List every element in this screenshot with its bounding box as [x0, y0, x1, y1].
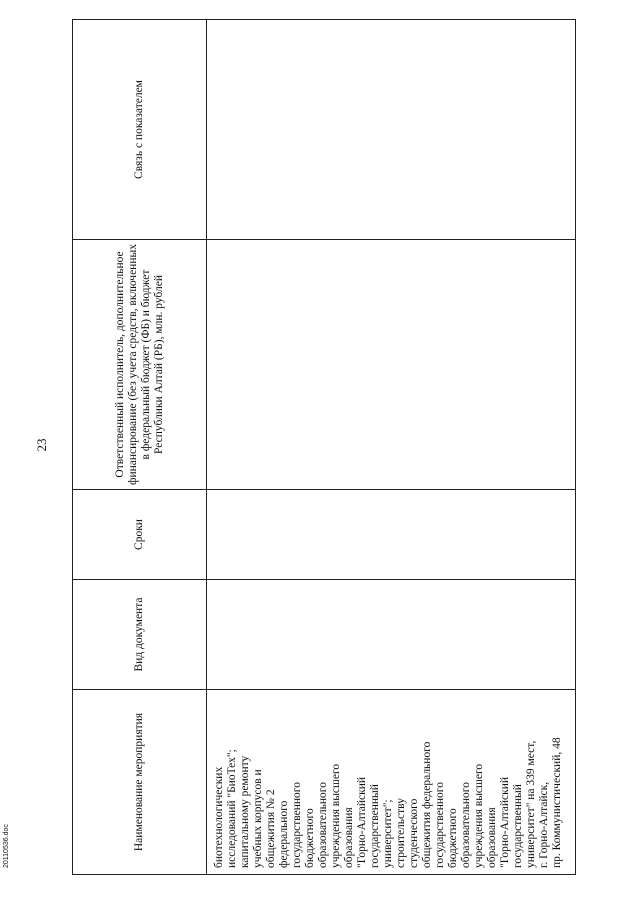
cell-deadlines [207, 490, 576, 580]
header-indicator-link: Связь с показателем [73, 20, 207, 240]
header-document-type: Вид документа [73, 580, 207, 690]
table-header-row [73, 20, 207, 875]
measure-name-text: биотехнологических исследований "БиоТех"; капитальному ремонту учебных корпусов и общежития № 2 федерального государственного бюджетного образовательного учреждения высшего образования "Горно-Алтайский государственный университет"; строительству студенческого общежития федерального государственного бюджетного образовательного учреждения высшего образования "Горно-Алтайский государственный университет" на 339 мест, г. Горно-Алтайск, пр. Коммунистический, 48 [213, 737, 563, 868]
cell-measure-name [207, 690, 576, 875]
header-responsible-financing: Ответственный исполнитель, дополнительное финансирование (без учета средств, включенных в федеральный бюджет (ФБ) и бюджет Республики Алтай (РБ), млн. рублей [73, 240, 207, 490]
file-name-footer: 20110536.doc [3, 824, 10, 868]
page-number: 23 [34, 438, 49, 452]
cell-document-type [207, 580, 576, 690]
cell-responsible-financing [207, 240, 576, 490]
header-measure-name: Наименование мероприятия [73, 690, 207, 875]
header-deadlines: Сроки [73, 490, 207, 580]
rotated-table-frame [72, 20, 565, 875]
measures-table [72, 19, 576, 875]
table-row [207, 20, 576, 875]
cell-indicator-link [207, 20, 576, 240]
